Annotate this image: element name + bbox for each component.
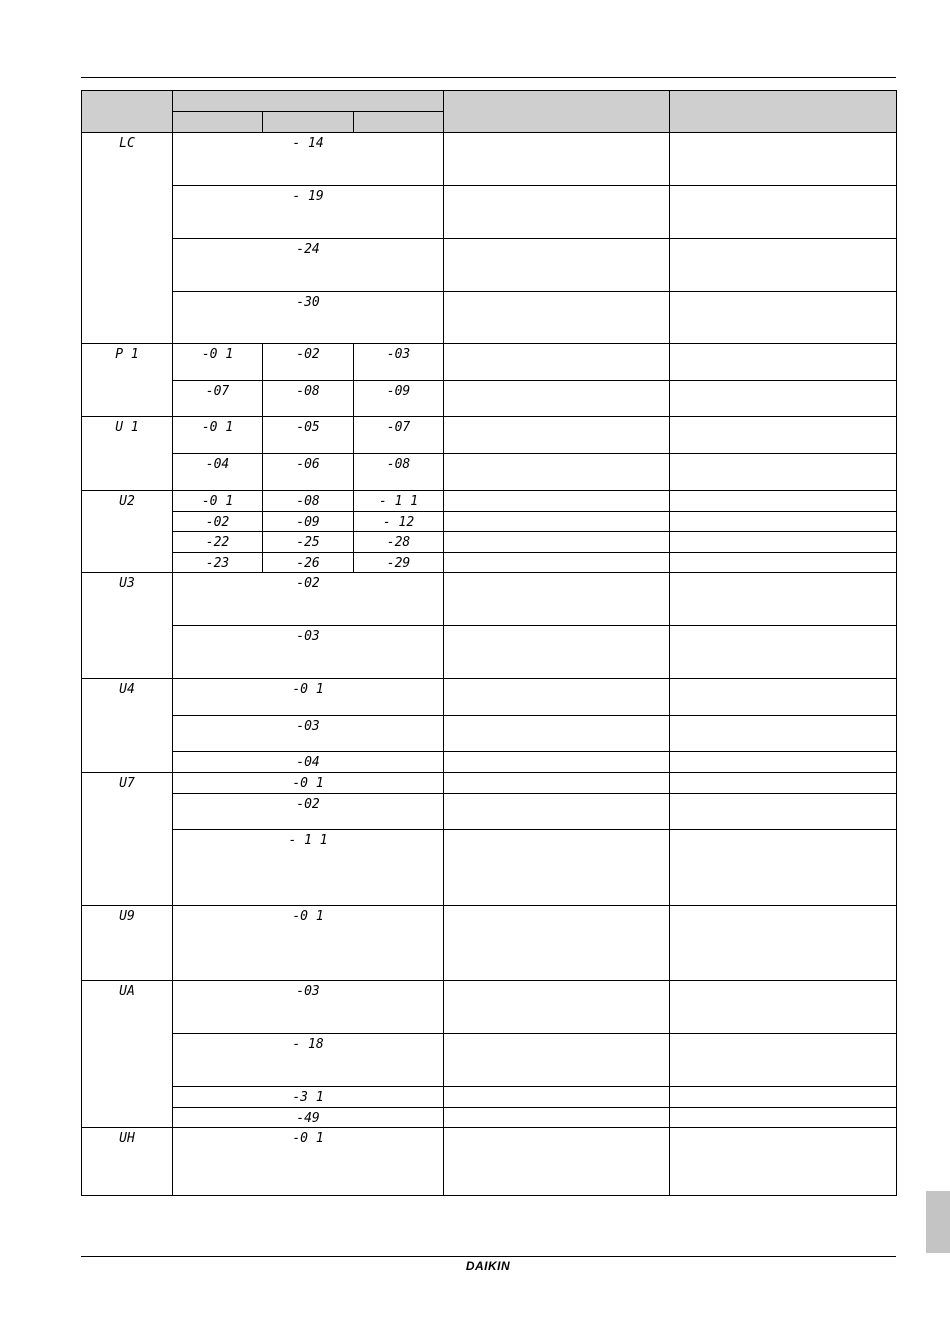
sub-code: -09 [263, 512, 354, 532]
description-cell [444, 292, 670, 344]
description-cell [444, 794, 670, 830]
header-description [444, 91, 670, 133]
sub-code: -0 1 [173, 491, 263, 512]
chapter-tab [926, 1191, 950, 1253]
solution-cell [670, 1108, 897, 1128]
solution-cell [670, 906, 897, 981]
main-code: P 1 [82, 344, 173, 417]
solution-cell [670, 553, 897, 573]
sub-code: -29 [354, 553, 444, 573]
sub-code: -09 [354, 381, 444, 417]
solution-cell [670, 454, 897, 491]
description-cell [444, 1087, 670, 1108]
description-cell [444, 186, 670, 239]
description-cell [444, 573, 670, 626]
bottom-rule [81, 1256, 896, 1257]
solution-cell [670, 573, 897, 626]
sub-code: -23 [173, 553, 263, 573]
description-cell [444, 417, 670, 454]
description-cell [444, 491, 670, 512]
sub-code: -04 [173, 454, 263, 491]
solution-cell [670, 417, 897, 454]
solution-cell [670, 1087, 897, 1108]
solution-cell [670, 794, 897, 830]
solution-cell [670, 981, 897, 1034]
main-code: U4 [82, 679, 173, 773]
header-sub-code [173, 91, 444, 112]
main-code: U9 [82, 906, 173, 981]
main-code: UH [82, 1128, 173, 1196]
header-sub-col-3 [354, 112, 444, 133]
sub-code: -08 [263, 381, 354, 417]
main-code: U7 [82, 773, 173, 906]
sub-code: - 1 1 [354, 491, 444, 512]
error-code-table [81, 90, 897, 1196]
sub-code: -0 1 [173, 679, 444, 716]
header-main-code [82, 91, 173, 133]
sub-code: -02 [263, 344, 354, 381]
solution-cell [670, 239, 897, 292]
solution-cell [670, 679, 897, 716]
sub-code: -03 [173, 626, 444, 679]
description-cell [444, 381, 670, 417]
sub-code: -0 1 [173, 417, 263, 454]
description-cell [444, 716, 670, 752]
sub-code: -02 [173, 573, 444, 626]
sub-code: -08 [263, 491, 354, 512]
description-cell [444, 239, 670, 292]
sub-code: - 18 [173, 1034, 444, 1087]
main-code: U3 [82, 573, 173, 679]
daikin-logo: DAIKIN [465, 1259, 511, 1273]
description-cell [444, 1128, 670, 1196]
solution-cell [670, 491, 897, 512]
main-code: UA [82, 981, 173, 1128]
description-cell [444, 679, 670, 716]
sub-code: -3 1 [173, 1087, 444, 1108]
header-solution [670, 91, 897, 133]
sub-code: -06 [263, 454, 354, 491]
description-cell [444, 512, 670, 532]
sub-code: -04 [173, 752, 444, 773]
sub-code: -28 [354, 532, 444, 553]
sub-code: -25 [263, 532, 354, 553]
description-cell [444, 532, 670, 553]
sub-code: -03 [173, 716, 444, 752]
sub-code: -0 1 [173, 344, 263, 381]
main-code: LC [82, 133, 173, 344]
sub-code: -30 [173, 292, 444, 344]
description-cell [444, 626, 670, 679]
sub-code: -49 [173, 1108, 444, 1128]
solution-cell [670, 1128, 897, 1196]
sub-code: -03 [173, 981, 444, 1034]
solution-cell [670, 186, 897, 239]
description-cell [444, 752, 670, 773]
top-rule [81, 77, 896, 78]
sub-code: -05 [263, 417, 354, 454]
description-cell [444, 830, 670, 906]
description-cell [444, 553, 670, 573]
solution-cell [670, 752, 897, 773]
description-cell [444, 906, 670, 981]
sub-code: - 19 [173, 186, 444, 239]
description-cell [444, 1034, 670, 1087]
solution-cell [670, 344, 897, 381]
description-cell [444, 133, 670, 186]
sub-code: -07 [173, 381, 263, 417]
description-cell [444, 981, 670, 1034]
description-cell [444, 454, 670, 491]
solution-cell [670, 512, 897, 532]
solution-cell [670, 532, 897, 553]
sub-code: -24 [173, 239, 444, 292]
solution-cell [670, 133, 897, 186]
sub-code: -22 [173, 532, 263, 553]
sub-code: -0 1 [173, 1128, 444, 1196]
sub-code: -03 [354, 344, 444, 381]
solution-cell [670, 830, 897, 906]
sub-code: - 1 1 [173, 830, 444, 906]
main-code: U 1 [82, 417, 173, 491]
sub-code: -0 1 [173, 906, 444, 981]
solution-cell [670, 716, 897, 752]
solution-cell [670, 1034, 897, 1087]
sub-code: - 12 [354, 512, 444, 532]
sub-code: -02 [173, 794, 444, 830]
description-cell [444, 1108, 670, 1128]
solution-cell [670, 626, 897, 679]
description-cell [444, 773, 670, 794]
main-code: U2 [82, 491, 173, 573]
solution-cell [670, 773, 897, 794]
sub-code: -26 [263, 553, 354, 573]
description-cell [444, 344, 670, 381]
solution-cell [670, 292, 897, 344]
header-sub-col-1 [173, 112, 263, 133]
solution-cell [670, 381, 897, 417]
sub-code: -0 1 [173, 773, 444, 794]
sub-code: -07 [354, 417, 444, 454]
sub-code: -02 [173, 512, 263, 532]
header-sub-col-2 [263, 112, 354, 133]
sub-code: -08 [354, 454, 444, 491]
sub-code: - 14 [173, 133, 444, 186]
